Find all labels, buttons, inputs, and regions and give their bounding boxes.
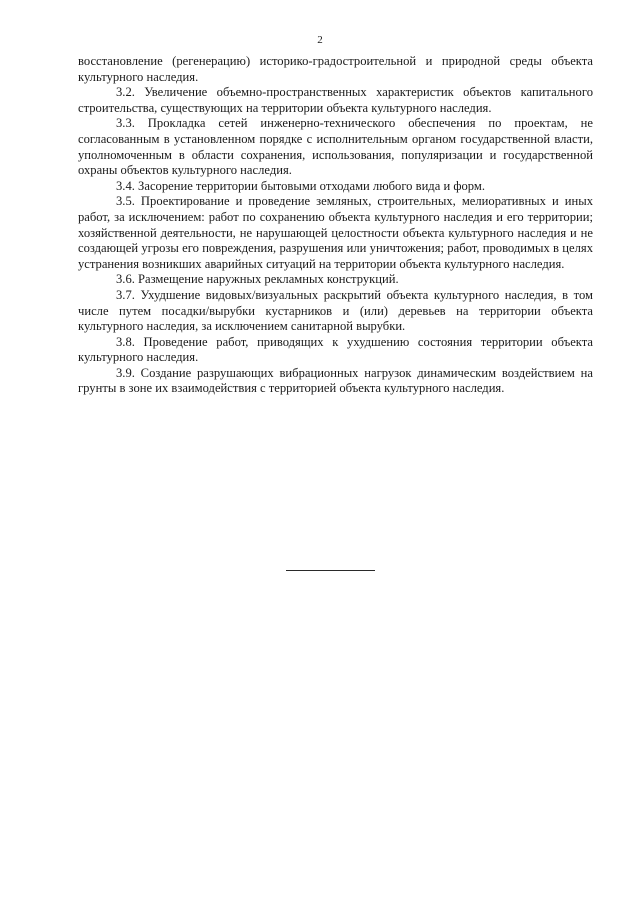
paragraph-continuation: восстановление (регенерацию) историко-градостроительной и природной среды объекта культурного наследия. [78, 54, 593, 84]
paragraph-3-4: 3.4. Засорение территории бытовыми отходами любого вида и форм. [116, 178, 486, 193]
paragraph-3-2: 3.2. Увеличение объемно-пространственных характеристик объектов капитального строительства, существующих на территории объекта культурного наследия. [78, 85, 593, 115]
paragraph-3-5: 3.5. Проектирование и проведение земляных, строительных, мелиоративных и иных работ, за исключением: работ по сохранению объекта культурного наследия и его территории; хозяйственной деятельности, не нарушающей целостности объекта культурного наследия и не создающей угрозы его повреждения, разрушения или уничтожения; работ, проводимых в целях устранения возникших аварийных ситуаций на территории объекта культурного наследия. [78, 194, 593, 271]
paragraph-3-8: 3.8. Проведение работ, приводящих к ухудшению состояния территории объекта культурного наследия. [78, 334, 593, 365]
paragraph-3-3: 3.3. Прокладка сетей инженерно-технического обеспечения по проектам, не согласованным в установленном порядке с исполнительным органом государственной власти, уполномоченным в области сохранения, использования, популяризации и государственной охраны объектов культурного наследия. [78, 116, 593, 178]
paragraph-3-7: 3.7. Ухудшение видовых/визуальных раскрытий объекта культурного наследия, в том числе путем посадки/вырубки кустарников и (или) деревьев на территории объекта культурного наследия, за исключением санитарной вырубки. [78, 287, 593, 334]
paragraph-3-6: 3.6. Размещение наружных рекламных конструкций. [116, 272, 399, 287]
document-body [78, 54, 593, 397]
page-number: 2 [317, 34, 323, 46]
end-separator-line [286, 570, 375, 571]
paragraph-3-9: 3.9. Создание разрушающих вибрационных нагрузок динамическим воздействием на грунты в зоне их взаимодействия с территорией объекта культурного наследия. [78, 365, 593, 396]
